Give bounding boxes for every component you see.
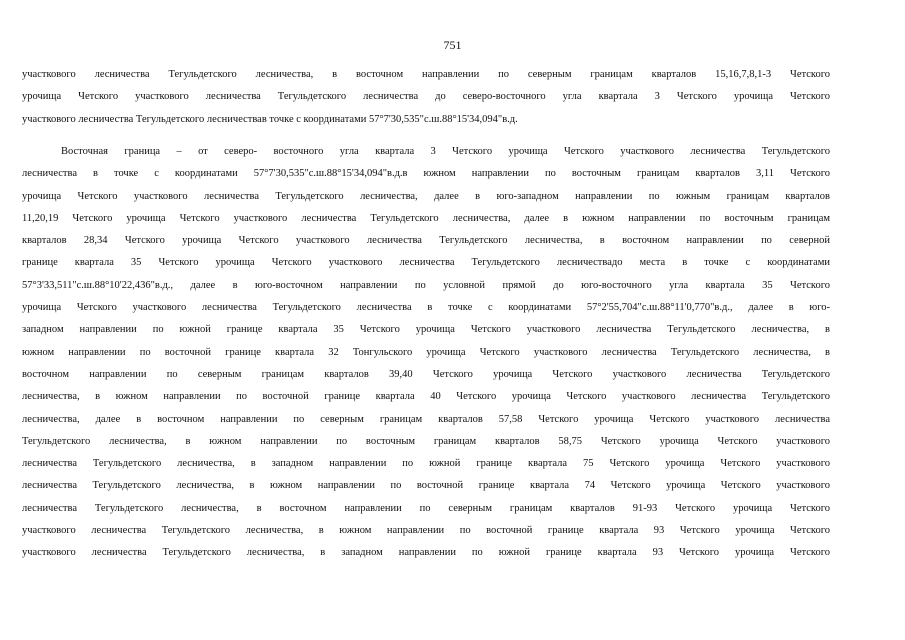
text-line: Тегульдетского лесничества, в южном направлении по восточным границам кварталов 58,75 Четского урочища Четского участкового <box>22 435 830 447</box>
text-line: Восточная граница – от северо- восточного угла квартала 3 Четского урочища Четского участкового лесничества Тегульдетского <box>61 146 830 157</box>
text-line: лесничества, в южном направлении по восточной границе квартала 40 Четского урочища Четского участкового лесничества Тегульдетского <box>22 391 830 403</box>
text-line: урочища Четского участкового лесничества Тегульдетского лесничества до северо-восточного угла квартала 3 Четского урочища Четского <box>22 91 830 103</box>
page-number: 751 <box>443 38 462 52</box>
text-line: участкового лесничества Тегульдетского лесничества, в восточном направлении по северным границам кварталов 15,16,7,8,1-3 Четского <box>22 69 830 80</box>
text-line: восточном направлении по северным границам кварталов 39,40 Четского урочища Четского участкового лесничества Тегульдетского <box>22 368 830 380</box>
text-line: лесничества Тегульдетского лесничества, в южном направлении по восточной границе квартала 74 Четского урочища Четского участкового <box>22 480 830 492</box>
paragraph-1 <box>22 64 830 131</box>
text-line: лесничества в точке с координатами 57°7'30,535"с.ш.88°15'34,094"в.д.в южном направлении по восточным границам кварталов 3,11 Четского <box>22 168 830 180</box>
text-line: границе квартала 35 Четского урочища Четского участкового лесничества Тегульдетского лесничествадо места в точке с координатами <box>22 257 830 269</box>
text-line: урочища Четского участкового лесничества Тегульдетского лесничества в точке с координатами 57°2'55,704"с.ш.88°11'0,770"в.д., далее в юго- <box>22 302 830 314</box>
text-line: западном направлении по южной границе квартала 35 Четского урочища Четского участкового лесничества Тегульдетского лесничества, в <box>22 324 830 336</box>
paragraph-2 <box>22 141 830 565</box>
text-line: 11,20,19 Четского урочища Четского участкового лесничества Тегульдетского лесничества, далее в южном направлении по восточным границам <box>22 212 830 224</box>
text-line: участкового лесничества Тегульдетского лесничества, в южном направлении по восточной границе квартала 93 Четского урочища Четского <box>22 525 830 537</box>
text-line: участкового лесничества Тегульдетского лесничества, в западном направлении по южной границе квартала 93 Четского урочища Четского <box>22 547 830 559</box>
text-line: участкового лесничества Тегульдетского лесничествав точке с координатами 57°7'30,535"с.ш.88°15'34,094"в.д. <box>22 113 518 125</box>
text-line: кварталов 28,34 Четского урочища Четского участкового лесничества Тегульдетского лесничества, в восточном направлении по северной <box>22 235 830 247</box>
text-line: лесничества, далее в восточном направлении по северным границам кварталов 57,58 Четского урочища Четского участкового лесничества <box>22 413 830 425</box>
text-line: 57°3'33,511"с.ш.88°10'22,436"в.д., далее в юго-восточном направлении по условной прямой до юго-восточного угла квартала 35 Четского <box>22 279 830 291</box>
text-line: южном направлении по восточной границе квартала 32 Тонгульского урочища Четского участкового лесничества Тегульдетского лесничества, в <box>22 346 830 358</box>
text-line: лесничества Тегульдетского лесничества, в западном направлении по южной границе квартала 75 Четского урочища Четского участкового <box>22 458 830 470</box>
text-line: урочища Четского участкового лесничества Тегульдетского лесничества, далее в юго-западном направлении по южным границам кварталов <box>22 190 830 202</box>
text-line: лесничества Тегульдетского лесничества, в восточном направлении по северным границам кварталов 91-93 Четского урочища Четского <box>22 502 830 514</box>
